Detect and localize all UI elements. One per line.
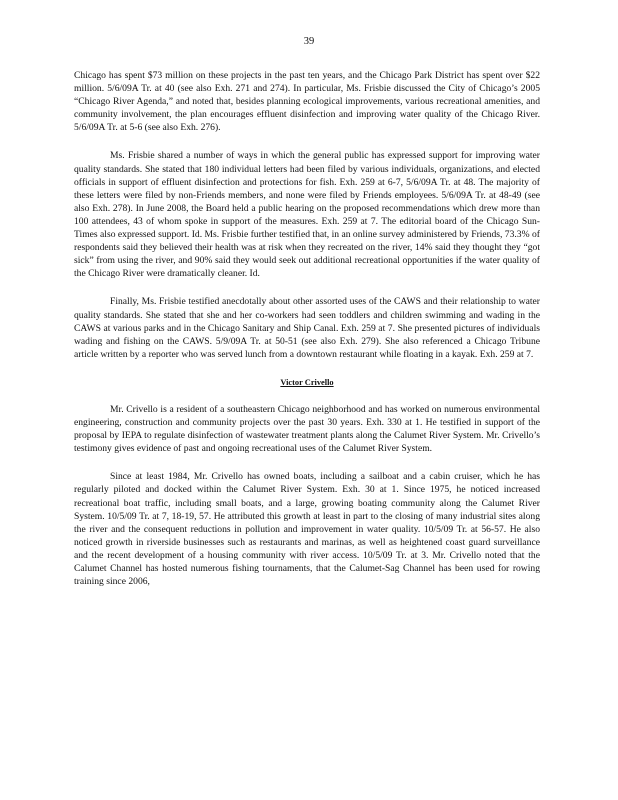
paragraph-anecdotal-uses: Finally, Ms. Frisbie testified anecdotally about other assorted uses of the CAWS and their relationship to water quality standards. She stated that she and her co-workers had seen toddlers and children swimming and wading in the CAWS at various parks and in the Chicago Sanitary and Ship Canal. Exh. 259 at 7. She presented pictures of individuals wading and fishing on the CAWS. 5/9/09A Tr. at 50-51 (see also Exh. 279). She also referenced a Chicago Tribune article written by a reporter who was served lunch from a downtown restaurant while floating in a kayak. Exh. 259 at 7. — [74, 296, 540, 360]
paragraph-chicago-spending: Chicago has spent $73 million on these projects in the past ten years, and the Chicago Park District has spent over $22 million. 5/6/09A Tr. at 40 (see also Exh. 271 and 274). In particular, Ms. Frisbie discussed the City of Chicago’s 2005 “Chicago River Agenda,” and noted that, besides planning ecological improvements, various recreational amenities, and community involvement, the plan encourages effluent disinfection and improving water quality of the Chicago River. 5/6/09A Tr. at 5-6 (see also Exh. 276). — [74, 70, 540, 134]
paragraph-crivello-intro: Mr. Crivello is a resident of a southeastern Chicago neighborhood and has worked on numerous environmental engineering, construction and community projects over the past 30 years. Exh. 330 at 1. He testified in support of the proposal by IEPA to regulate disinfection of wastewater treatment plants along the Calumet River System. Mr. Crivello’s testimony gives evidence of past and ongoing recreational uses of the Calumet River System. — [74, 403, 540, 455]
section-heading-text: Victor Crivello — [280, 377, 334, 387]
document-body — [74, 69, 540, 603]
paragraph-crivello-boats: Since at least 1984, Mr. Crivello has owned boats, including a sailboat and a cabin cruiser, which he has regularly piloted and docked within the Calumet River System. Exh. 30 at 1. Since 1975, he noticed increased recreational boat traffic, including small boats, and a large, growing boating community along the Calumet River System. 10/5/09 Tr. at 7, 18-19, 57. He attributed this growth at least in part to the closing of many industrial sites along the river and the consequent reductions in pollution and improvement in water quality. 10/5/09 Tr. at 56-57. He also noticed growth in riverside businesses such as restaurants and marinas, as well as heightened coast guard surveillance and the recent development of a housing community with river access. 10/5/09 Tr. at 3. Mr. Crivello noted that the Calumet Channel has hosted numerous fishing tournaments, that the Calumet-Sag Channel has been used for rowing training since 2006, — [74, 471, 540, 588]
paragraph-public-support: Ms. Frisbie shared a number of ways in which the general public has expressed support for improving water quality standards. She stated that 180 individual letters had been filed by various individuals, organizations, and elected officials in support of effluent disinfection and protections for fish. Exh. 259 at 6-7, 5/6/09A Tr. at 48. The majority of these letters were filed by non-Friends members, and none were filed by Friends employees. 5/6/09A Tr. at 48-49 (see also Exh. 278). In June 2008, the Board held a public hearing on the proposed recommendations which drew more than 100 attendees, 43 of whom spoke in support of the measures. Exh. 259 at 7. The editorial board of the Chicago Sun-Times also expressed support. Id. Ms. Frisbie further testified that, in an online survey administered by Friends, 73.3% of respondents said they believed their health was at risk when they recreated on the river, 14% said they thought they “got sick” from using the river, and 90% said they would seek out additional recreational opportunities if the water quality of the Chicago River were dramatically cleaner. Id. — [74, 150, 540, 280]
page-number: 39 — [303, 36, 315, 47]
section-heading — [74, 376, 540, 389]
